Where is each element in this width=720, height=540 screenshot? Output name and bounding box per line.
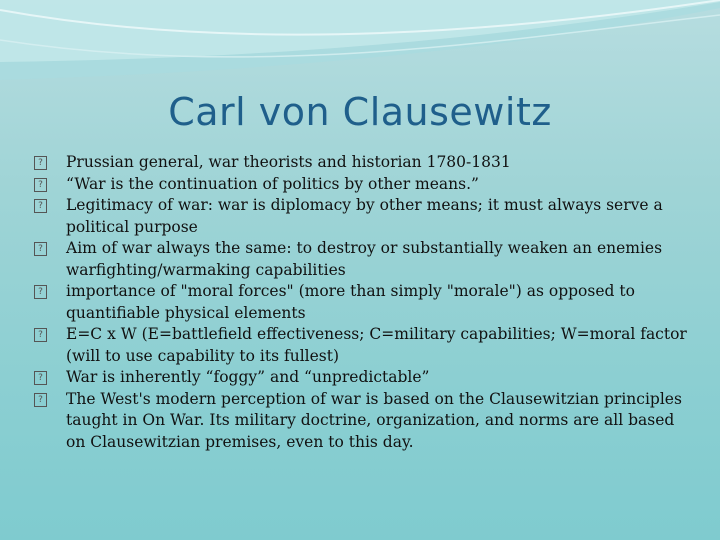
bullet-item — [34, 152, 694, 174]
bullet-text: “War is the continuation of politics by other means.” — [66, 174, 479, 193]
bullet-item — [34, 367, 694, 389]
bullet-text: Legitimacy of war: war is diplomacy by other means; it must always serve a political purpose — [66, 196, 663, 236]
missing-glyph-box-icon: ? — [34, 393, 47, 407]
missing-glyph-box-icon: ? — [34, 371, 47, 385]
bullet-item — [34, 195, 694, 238]
missing-glyph-box-icon: ? — [34, 285, 47, 299]
missing-glyph-box-icon: ? — [34, 199, 47, 213]
bullet-item — [34, 324, 694, 367]
slide-title: Carl von Clausewitz — [168, 90, 552, 134]
missing-glyph-box-icon: ? — [34, 156, 47, 170]
bullet-item — [34, 281, 694, 324]
bullet-text: Prussian general, war theorists and historian 1780-1831 — [66, 153, 511, 171]
bullet-text: The West's modern perception of war is based on the Clausewitzian principles taught in On War. Its military doctrine, organization, and norms are all based on Clausewitzian premises, even to this day. — [66, 389, 682, 451]
bullet-item — [34, 389, 694, 454]
bullet-text: War is inherently “foggy” and “unpredictable” — [66, 368, 430, 386]
bullet-item — [34, 238, 694, 281]
missing-glyph-box-icon: ? — [34, 178, 47, 192]
missing-glyph-box-icon: ? — [34, 242, 47, 256]
bullet-item — [34, 174, 694, 196]
bullet-text: Aim of war always the same: to destroy or substantially weaken an enemies warfighting/warmaking capabilities — [66, 239, 663, 279]
bullet-list — [34, 152, 694, 453]
missing-glyph-box-icon: ? — [34, 328, 47, 342]
bullet-text: importance of "moral forces" (more than simply "morale") as opposed to quantifiable physical elements — [66, 282, 635, 322]
bullet-text: E=C x W (E=battlefield effectiveness; C=military capabilities; W=moral factor (will to use capability to its fullest) — [66, 325, 687, 365]
